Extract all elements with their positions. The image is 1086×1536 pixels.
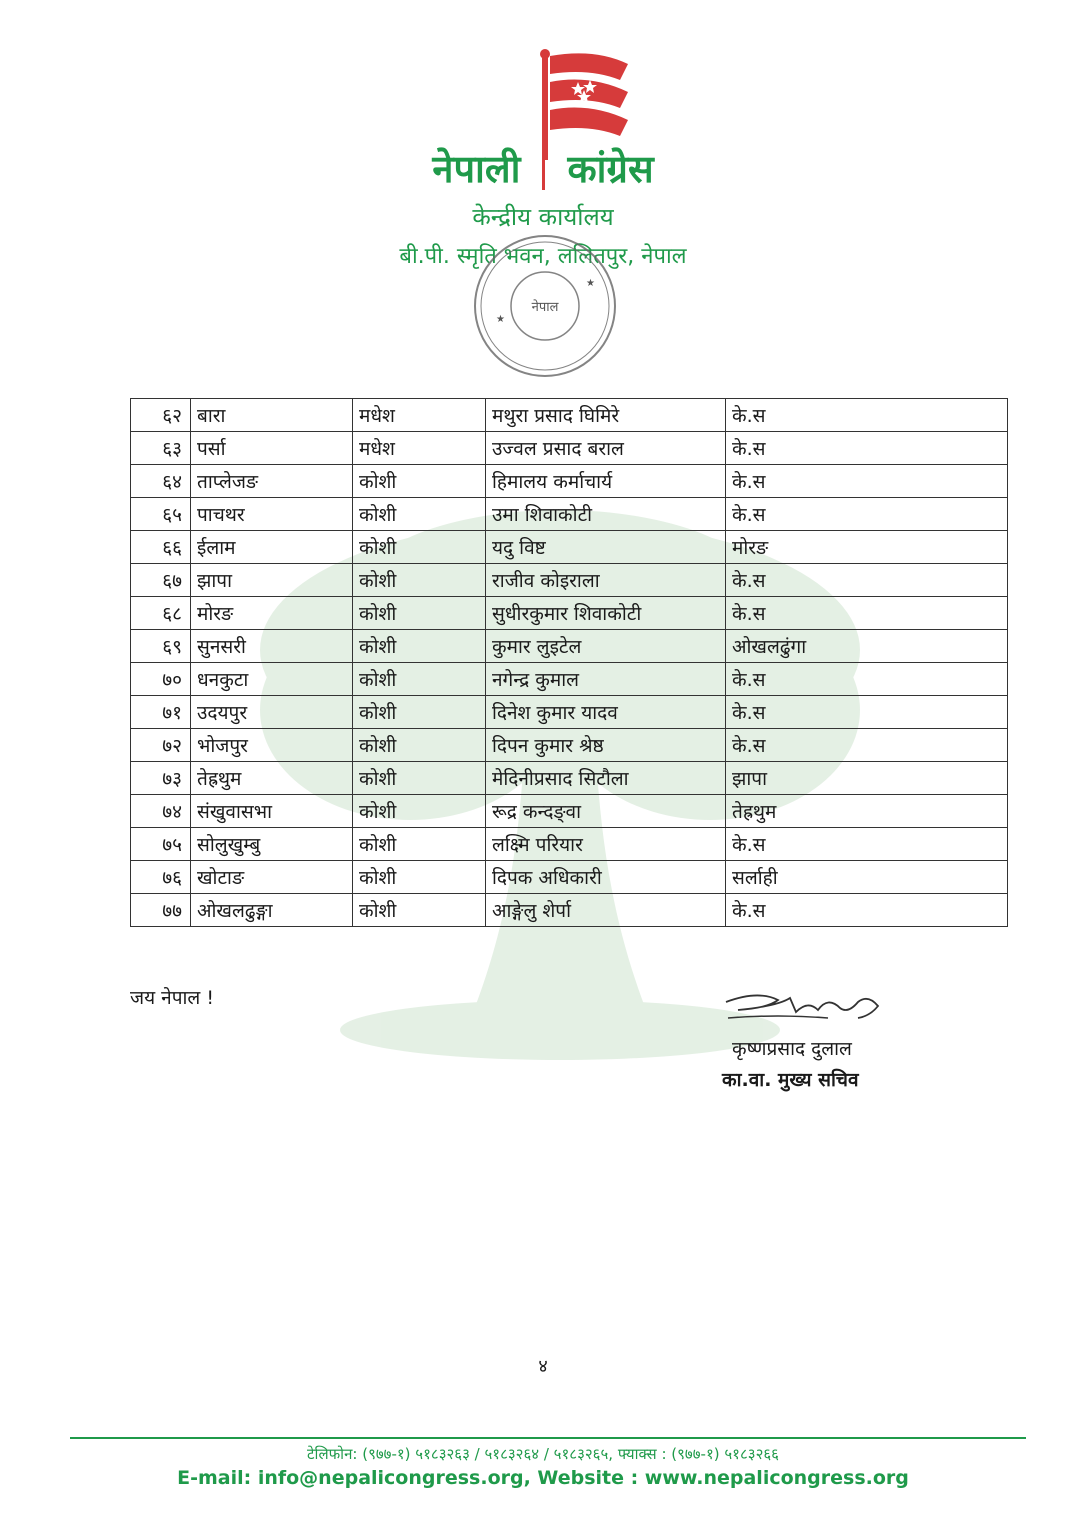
district-cell: ओखलढुङ्गा — [191, 894, 353, 927]
name-cell: यदु विष्ट — [486, 531, 726, 564]
roster-table — [130, 398, 1008, 927]
origin-cell: झापा — [726, 762, 1008, 795]
table-row — [131, 564, 1008, 597]
serial-number-cell: ६६ — [131, 531, 191, 564]
origin-cell: सर्लाही — [726, 861, 1008, 894]
table-row — [131, 597, 1008, 630]
signer-name: कृष्णप्रसाद दुलाल — [732, 1038, 852, 1060]
name-cell: रूद्र कन्दङ्वा — [486, 795, 726, 828]
serial-number-cell: ६७ — [131, 564, 191, 597]
origin-cell: के.स — [726, 696, 1008, 729]
district-cell: संखुवासभा — [191, 795, 353, 828]
origin-cell: के.स — [726, 465, 1008, 498]
district-cell: झापा — [191, 564, 353, 597]
table-row — [131, 729, 1008, 762]
seal-center-text: नेपाल — [531, 300, 559, 315]
origin-cell: के.स — [726, 399, 1008, 432]
province-cell: कोशी — [353, 729, 486, 762]
footer-divider — [70, 1437, 1026, 1439]
table-row — [131, 861, 1008, 894]
district-cell: उदयपुर — [191, 696, 353, 729]
origin-cell: मोरङ — [726, 531, 1008, 564]
province-cell: कोशी — [353, 498, 486, 531]
district-cell: ताप्लेजङ — [191, 465, 353, 498]
serial-number-cell: ६२ — [131, 399, 191, 432]
origin-cell: के.स — [726, 894, 1008, 927]
closing-salutation: जय नेपाल ! — [130, 987, 214, 1009]
province-cell: कोशी — [353, 465, 486, 498]
name-cell: राजीव कोइराला — [486, 564, 726, 597]
name-cell: लक्ष्मि परियार — [486, 828, 726, 861]
serial-number-cell: ७२ — [131, 729, 191, 762]
table-row — [131, 465, 1008, 498]
province-cell: कोशी — [353, 795, 486, 828]
province-cell: कोशी — [353, 564, 486, 597]
serial-number-cell: ६८ — [131, 597, 191, 630]
province-cell: कोशी — [353, 531, 486, 564]
table-row — [131, 531, 1008, 564]
name-cell: दिपक अधिकारी — [486, 861, 726, 894]
serial-number-cell: ६५ — [131, 498, 191, 531]
table-row — [131, 498, 1008, 531]
serial-number-cell: ७४ — [131, 795, 191, 828]
svg-text:★: ★ — [496, 314, 505, 325]
name-cell: सुधीरकुमार शिवाकोटी — [486, 597, 726, 630]
name-cell: मेदिनीप्रसाद सिटौला — [486, 762, 726, 795]
office-name: केन्द्रीय कार्यालय — [472, 203, 614, 231]
name-cell: आङ्गेलु शेर्पा — [486, 894, 726, 927]
table-row — [131, 894, 1008, 927]
table-row — [131, 828, 1008, 861]
organization-name — [0, 142, 1086, 194]
name-cell: कुमार लुइटेल — [486, 630, 726, 663]
origin-cell: के.स — [726, 432, 1008, 465]
district-cell: ईलाम — [191, 531, 353, 564]
name-cell: मथुरा प्रसाद घिमिरे — [486, 399, 726, 432]
origin-cell: के.स — [726, 597, 1008, 630]
province-cell: मधेश — [353, 432, 486, 465]
name-cell: हिमालय कर्माचार्य — [486, 465, 726, 498]
origin-cell: के.स — [726, 663, 1008, 696]
serial-number-cell: ७७ — [131, 894, 191, 927]
office-seal-stamp — [468, 232, 622, 380]
district-cell: भोजपुर — [191, 729, 353, 762]
serial-number-cell: ६४ — [131, 465, 191, 498]
serial-number-cell: ६३ — [131, 432, 191, 465]
table-row — [131, 432, 1008, 465]
table-row — [131, 630, 1008, 663]
org-name-left: नेपाली — [432, 147, 521, 191]
district-cell: मोरङ — [191, 597, 353, 630]
serial-number-cell: ७१ — [131, 696, 191, 729]
footer-contact-web: E-mail: info@nepalicongress.org, Website : www.nepalicongress.org — [177, 1467, 909, 1489]
name-cell: उज्वल प्रसाद बराल — [486, 432, 726, 465]
province-cell: कोशी — [353, 828, 486, 861]
serial-number-cell: ७० — [131, 663, 191, 696]
name-cell: दिपन कुमार श्रेष्ठ — [486, 729, 726, 762]
serial-number-cell: ६९ — [131, 630, 191, 663]
province-cell: मधेश — [353, 399, 486, 432]
footer-contact-phone: टेलिफोन: (९७७-१) ५१८३२६३ / ५१८३२६४ / ५१८३२६५, फ्याक्स : (९७७-१) ५१८३२६६ — [307, 1445, 779, 1463]
table-row — [131, 663, 1008, 696]
table-row — [131, 795, 1008, 828]
signer-title: का.वा. मुख्य सचिव — [722, 1069, 859, 1091]
province-cell: कोशी — [353, 663, 486, 696]
signature — [718, 988, 888, 1028]
province-cell: कोशी — [353, 696, 486, 729]
district-cell: धनकुटा — [191, 663, 353, 696]
province-cell: कोशी — [353, 597, 486, 630]
province-cell: कोशी — [353, 762, 486, 795]
province-cell: कोशी — [353, 630, 486, 663]
district-cell: खोटाङ — [191, 861, 353, 894]
origin-cell: के.स — [726, 729, 1008, 762]
svg-text:★: ★ — [586, 278, 595, 289]
name-cell: उमा शिवाकोटी — [486, 498, 726, 531]
district-cell: सोलुखुम्बु — [191, 828, 353, 861]
roster-table-body — [131, 399, 1008, 927]
page-number: ४ — [538, 1356, 548, 1377]
name-cell: दिनेश कुमार यादव — [486, 696, 726, 729]
org-name-right: कांग्रेस — [567, 147, 654, 191]
origin-cell: के.स — [726, 498, 1008, 531]
district-cell: सुनसरी — [191, 630, 353, 663]
table-row — [131, 696, 1008, 729]
table-row — [131, 762, 1008, 795]
table-row — [131, 399, 1008, 432]
origin-cell: के.स — [726, 564, 1008, 597]
district-cell: पर्सा — [191, 432, 353, 465]
district-cell: पाचथर — [191, 498, 353, 531]
serial-number-cell: ७६ — [131, 861, 191, 894]
province-cell: कोशी — [353, 861, 486, 894]
serial-number-cell: ७५ — [131, 828, 191, 861]
origin-cell: तेह्रथुम — [726, 795, 1008, 828]
serial-number-cell: ७३ — [131, 762, 191, 795]
origin-cell: के.स — [726, 828, 1008, 861]
origin-cell: ओखलढुंगा — [726, 630, 1008, 663]
name-cell: नगेन्द्र कुमाल — [486, 663, 726, 696]
district-cell: तेह्रथुम — [191, 762, 353, 795]
district-cell: बारा — [191, 399, 353, 432]
office-address: बी.पी. स्मृति भवन, ललितपुर, नेपाल — [399, 244, 687, 269]
org-name-separator — [542, 146, 545, 190]
province-cell: कोशी — [353, 894, 486, 927]
